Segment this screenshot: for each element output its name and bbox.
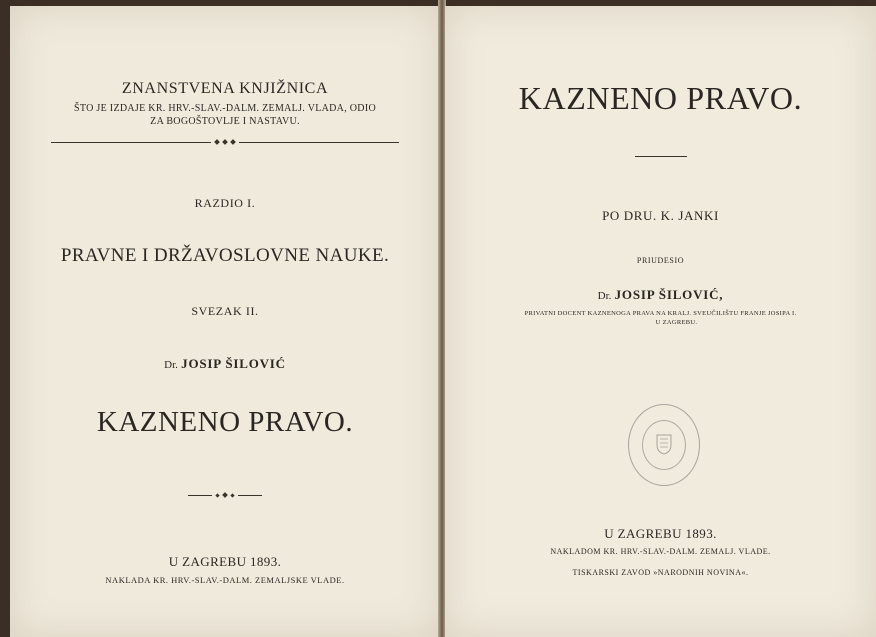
author-line	[10, 356, 440, 372]
author-name: JOSIP ŠILOVIĆ,	[614, 287, 724, 302]
division-title: PRAVNE I DRŽAVOSLOVNE NAUKE.	[60, 245, 390, 266]
right-page	[445, 6, 876, 637]
by-line: PO DRU. K. JANKI	[602, 208, 719, 223]
title-rule	[635, 156, 687, 157]
series-subtitle-line2: ZA BOGOŠTOVLJE I NASTAVU.	[150, 116, 300, 127]
imprint-printer: TISKARSKI ZAVOD »NARODNIH NOVINA«.	[572, 568, 749, 577]
title: KAZNENO PRAVO.	[518, 80, 803, 116]
ornament-rule	[10, 139, 440, 145]
book-title: KAZNENO PRAVO.	[96, 406, 354, 438]
author-description-line2: U ZAGREBU.	[655, 319, 698, 326]
volume-label: SVEZAK II.	[191, 304, 259, 318]
author-prefix: Dr.	[597, 290, 612, 302]
author-name: JOSIP ŠILOVIĆ	[181, 356, 286, 371]
left-page	[10, 6, 440, 637]
imprint-publisher: NAKLADOM KR. HRV.-SLAV.-DALM. ZEMALJ. VLADE.	[550, 547, 771, 556]
author-description-line1: PRIVATNI DOCENT KAZNENOGA PRAVA NA KRALJ. SVEUČILIŠTU FRANJE JOSIPA I.	[524, 310, 797, 317]
series-subtitle-line1: ŠTO JE IZDAJE KR. HRV.-SLAV.-DALM. ZEMALJ. VLADA, ODIO	[74, 103, 376, 114]
library-stamp	[628, 404, 700, 486]
imprint-place-year: U ZAGREBU 1893.	[168, 554, 282, 569]
division-label: RAZDIO I.	[194, 196, 256, 210]
ornament-rule-small	[10, 492, 440, 498]
stamp-crest-icon	[655, 433, 673, 455]
series-title: ZNANSTVENA KNJIŽNICA	[121, 80, 329, 97]
imprint-publisher: NAKLADA KR. HRV.-SLAV.-DALM. ZEMALJSKE VLADE.	[105, 575, 345, 585]
author-prefix: Dr.	[164, 359, 178, 371]
author-line	[445, 287, 876, 303]
imprint-place-year: U ZAGREBU 1893.	[604, 526, 717, 541]
prepared-by-label: PRIUDESIO	[636, 256, 685, 265]
